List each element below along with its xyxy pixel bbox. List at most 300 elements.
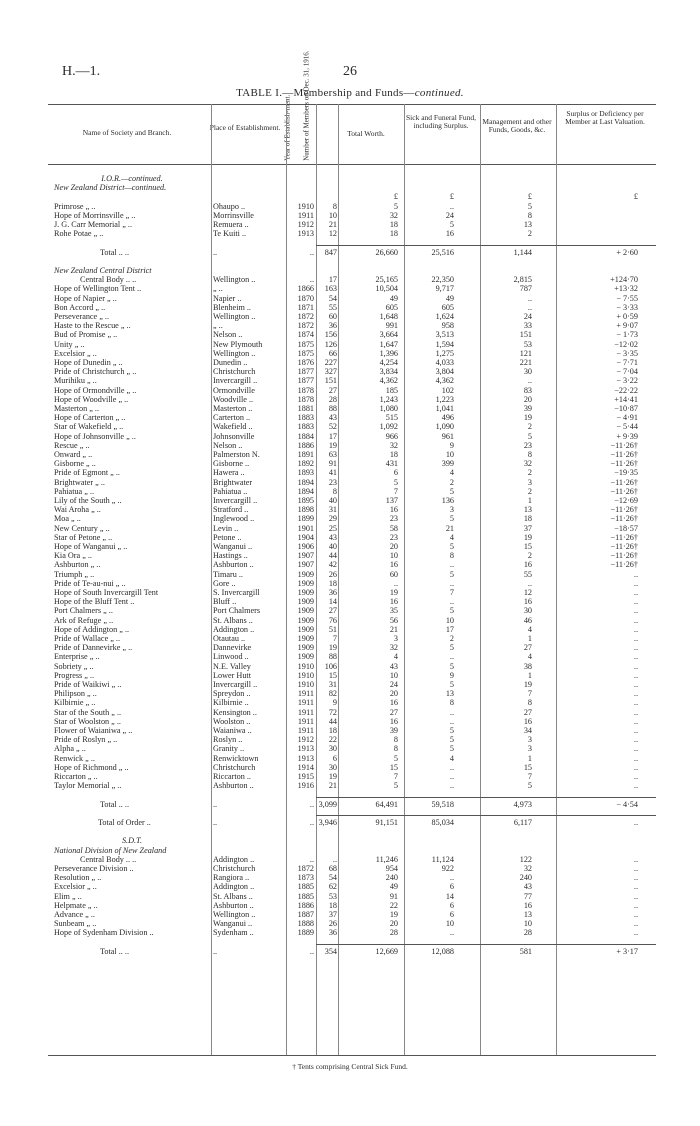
cell-members: 19 bbox=[328, 772, 337, 781]
cell-mgmt: 121 bbox=[519, 348, 532, 358]
cell-year: 1914 bbox=[297, 762, 314, 772]
cell-mgmt: .. bbox=[527, 302, 532, 312]
cell-mgmt: 12 bbox=[523, 588, 532, 597]
cell-place: Blenheim .. bbox=[213, 302, 251, 312]
cell-sick: 2 bbox=[449, 477, 454, 487]
cell-members: 18 bbox=[328, 578, 337, 588]
cell-members: 54 bbox=[328, 873, 337, 883]
cell-year: 1901 bbox=[297, 523, 314, 533]
cell-place: N.E. Valley bbox=[213, 661, 251, 671]
cell-name: S.D.T. bbox=[121, 836, 143, 846]
cell-surplus: .. bbox=[633, 661, 638, 671]
cell-name: Advance „ .. bbox=[54, 910, 95, 919]
cell-mgmt: 1 bbox=[527, 634, 532, 643]
cell-place: Sydenham .. bbox=[213, 928, 254, 938]
cell-worth: .. bbox=[393, 578, 398, 588]
cell-mgmt: 15 bbox=[523, 762, 532, 772]
cell-worth: 10,504 bbox=[375, 284, 398, 294]
cell-worth: 20 bbox=[389, 919, 398, 929]
cell-surplus: .. bbox=[633, 735, 638, 745]
cell-mgmt: .. bbox=[527, 376, 532, 386]
cell-mgmt: 151 bbox=[519, 330, 532, 340]
cell-surplus: + 2·60 bbox=[616, 247, 638, 257]
cell-place: St. Albans .. bbox=[213, 891, 253, 901]
cell-name: Taylor Memorial „ .. bbox=[54, 781, 122, 791]
cell-year: 1884 bbox=[297, 431, 314, 441]
cell-place: Addington .. bbox=[213, 882, 255, 892]
cell-worth: 1,092 bbox=[379, 422, 398, 432]
cell-mgmt: 6,117 bbox=[513, 818, 532, 827]
cell-year: 1872 bbox=[297, 312, 314, 321]
cell-members: 37 bbox=[328, 910, 337, 919]
cell-members: 18 bbox=[328, 900, 337, 910]
table-title bbox=[0, 87, 700, 99]
total-rule bbox=[316, 797, 656, 798]
cell-members: 62 bbox=[328, 882, 337, 892]
cell-worth: 954 bbox=[385, 864, 398, 873]
cell-mgmt: 8 bbox=[527, 698, 532, 708]
cell-members: 17 bbox=[328, 275, 337, 285]
cell-name: Resolution „ .. bbox=[54, 873, 102, 883]
col-header-sick: Sick and Funeral Fund, including Surplus. bbox=[406, 113, 476, 131]
cell-surplus: −11·26† bbox=[610, 450, 638, 459]
cell-place: Napier .. bbox=[213, 293, 242, 303]
cell-surplus: .. bbox=[633, 652, 638, 662]
cell-mgmt: 28 bbox=[523, 928, 532, 938]
cell-mgmt: 4,973 bbox=[513, 799, 532, 809]
cell-mgmt: 16 bbox=[523, 716, 532, 726]
cell-year: 1878 bbox=[297, 385, 314, 395]
cell-members: 6 bbox=[332, 753, 337, 763]
cell-year: 1870 bbox=[297, 293, 314, 303]
cell-worth: 4,254 bbox=[379, 358, 398, 367]
cell-name: Renwick „ .. bbox=[54, 753, 95, 763]
cell-sick: 9 bbox=[449, 670, 454, 680]
cell-surplus: .. bbox=[633, 569, 638, 579]
col-header-worth: Total Worth. bbox=[347, 129, 385, 138]
cell-surplus: .. bbox=[633, 726, 638, 735]
cell-mgmt: 13 bbox=[523, 220, 532, 229]
table-bottom-rule bbox=[48, 1055, 656, 1056]
cell-place: Ormondville bbox=[213, 385, 255, 395]
cell-place: Masterton .. bbox=[213, 404, 253, 413]
cell-mgmt: 4 bbox=[527, 652, 532, 662]
cell-place: „ .. bbox=[213, 321, 223, 331]
cell-members: 30 bbox=[328, 762, 337, 772]
cell-name: Philipson „ .. bbox=[54, 689, 97, 699]
cell-mgmt: 7 bbox=[527, 772, 532, 781]
cell-year: 1875 bbox=[297, 339, 314, 349]
cell-place: Addington .. bbox=[213, 854, 255, 864]
cell-mgmt: 1,144 bbox=[513, 247, 532, 257]
cell-surplus: −11·26† bbox=[610, 459, 638, 469]
cell-year: 1910 bbox=[297, 670, 314, 680]
cell-surplus: .. bbox=[633, 698, 638, 708]
cell-worth: 26,660 bbox=[375, 247, 398, 257]
cell-sick: .. bbox=[449, 652, 454, 662]
cell-surplus: −11·26† bbox=[610, 486, 638, 496]
cell-name: Murihiku „ .. bbox=[54, 376, 97, 386]
cell-sick: 24 bbox=[445, 210, 454, 220]
cell-sick: 7 bbox=[449, 588, 454, 597]
cell-surplus: .. bbox=[633, 615, 638, 625]
cell-worth: 16 bbox=[389, 560, 398, 570]
cell-sick: 5 bbox=[449, 726, 454, 735]
cell-name: Sobriety „ .. bbox=[54, 661, 94, 671]
cell-mgmt: 37 bbox=[523, 523, 532, 533]
cell-worth: 16 bbox=[389, 716, 398, 726]
cell-place: Riccarton .. bbox=[213, 772, 251, 781]
cell-place: Spreydon .. bbox=[213, 689, 251, 699]
cell-sick: .. bbox=[449, 772, 454, 781]
cell-members: 3,946 bbox=[318, 818, 337, 827]
cell-name: Hope of Wanganui „ .. bbox=[54, 542, 128, 551]
cell-name: Total of Order .. bbox=[98, 818, 151, 827]
cell-name: Port Chalmers „ .. bbox=[54, 606, 113, 616]
cell-surplus: − 3·35 bbox=[616, 348, 638, 358]
cell-worth: 25,165 bbox=[375, 275, 398, 285]
cell-year: 1909 bbox=[297, 624, 314, 634]
cell-sick: .. bbox=[449, 928, 454, 938]
cell-place: Port Chalmers bbox=[213, 606, 261, 616]
cell-surplus: .. bbox=[633, 680, 638, 689]
cell-mgmt: 3 bbox=[527, 735, 532, 745]
cell-mgmt: 3 bbox=[527, 744, 532, 754]
cell-name: Star of Petone „ .. bbox=[54, 532, 113, 542]
cell-surplus: + 3·17 bbox=[616, 946, 638, 956]
cell-sick: 1,041 bbox=[435, 404, 454, 413]
cell-place: Invercargill .. bbox=[213, 496, 258, 505]
cell-surplus: .. bbox=[633, 891, 638, 901]
cell-worth: 18 bbox=[389, 229, 398, 239]
page-number: 26 bbox=[343, 64, 357, 79]
cell-mgmt: 4 bbox=[527, 624, 532, 634]
cell-mgmt: 7 bbox=[527, 689, 532, 699]
cell-surplus: .. bbox=[633, 670, 638, 680]
cell-mgmt: 53 bbox=[523, 339, 532, 349]
cell-place: Palmerston N. bbox=[213, 450, 260, 459]
cell-members: 40 bbox=[328, 542, 337, 551]
cell-mgmt: 122 bbox=[519, 854, 532, 864]
cell-members: 227 bbox=[324, 358, 337, 367]
cell-year: 1911 bbox=[297, 689, 314, 699]
cell-worth: 515 bbox=[385, 413, 398, 423]
cell-members: 18 bbox=[328, 726, 337, 735]
header-ref: H.—1. bbox=[62, 64, 101, 79]
cell-name: Perseverance Division .. bbox=[54, 864, 134, 873]
cell-place: New Plymouth bbox=[213, 339, 263, 349]
cell-mgmt: 18 bbox=[523, 514, 532, 524]
cell-mgmt: 5 bbox=[527, 781, 532, 791]
cell-place: .. bbox=[213, 946, 218, 956]
cell-worth: 19 bbox=[389, 588, 398, 597]
cell-year: 1904 bbox=[297, 532, 314, 542]
cell-name: Hope of Wellington Tent .. bbox=[54, 284, 142, 294]
cell-name: Flower of Waianiwa „ .. bbox=[54, 726, 133, 735]
cell-members: 3,099 bbox=[318, 799, 337, 809]
cell-mgmt: 32 bbox=[523, 864, 532, 873]
cell-sick: .. bbox=[449, 597, 454, 607]
cell-worth: 1,647 bbox=[379, 339, 398, 349]
cell-surplus: −11·26† bbox=[610, 560, 638, 570]
cell-surplus: +13·32 bbox=[614, 284, 638, 294]
cell-surplus: − 7·55 bbox=[616, 293, 638, 303]
cell-members: 36 bbox=[328, 588, 337, 597]
cell-name: Pride of Wallace „ .. bbox=[54, 634, 121, 643]
cell-name: Pahiatua „ .. bbox=[54, 486, 95, 496]
cell-members: 44 bbox=[328, 551, 337, 561]
cell-place: Gisborne .. bbox=[213, 459, 250, 469]
cell-surplus: −11·26† bbox=[610, 551, 638, 561]
cell-name: Total .. .. bbox=[100, 247, 129, 257]
cell-name: Onward „ .. bbox=[54, 450, 93, 459]
cell-sick: 17 bbox=[445, 624, 454, 634]
cell-worth: 12,669 bbox=[375, 946, 398, 956]
cell-worth: £ bbox=[393, 192, 398, 202]
cell-year: 1895 bbox=[297, 496, 314, 505]
cell-worth: 5 bbox=[393, 201, 398, 211]
cell-mgmt: 19 bbox=[523, 413, 532, 423]
cell-sick: 496 bbox=[441, 413, 454, 423]
cell-sick: 4 bbox=[449, 753, 454, 763]
cell-year: .. bbox=[309, 946, 314, 956]
cell-worth: 1,243 bbox=[379, 394, 398, 404]
cell-place: Carterton .. bbox=[213, 413, 251, 423]
cell-surplus: .. bbox=[633, 753, 638, 763]
cell-worth: 24 bbox=[389, 680, 398, 689]
cell-surplus: − 3·33 bbox=[616, 302, 638, 312]
col-header-surplus: Surplus or Deficiency per Member at Last Valuation. bbox=[565, 109, 645, 127]
cell-members: 31 bbox=[328, 505, 337, 515]
cell-mgmt: 5 bbox=[527, 431, 532, 441]
cell-mgmt: 3 bbox=[527, 477, 532, 487]
cell-members: 43 bbox=[328, 413, 337, 423]
cell-year: 1909 bbox=[297, 569, 314, 579]
cell-sick: 958 bbox=[441, 321, 454, 331]
cell-mgmt: 2 bbox=[527, 468, 532, 478]
cell-name: Kia Ora „ .. bbox=[54, 551, 92, 561]
cell-surplus: .. bbox=[633, 762, 638, 772]
cell-worth: 1,396 bbox=[379, 348, 398, 358]
cell-year: 1909 bbox=[297, 634, 314, 643]
cell-sick: 5 bbox=[449, 606, 454, 616]
cell-sick: 5 bbox=[449, 643, 454, 653]
cell-worth: 56 bbox=[389, 615, 398, 625]
cell-worth: 7 bbox=[393, 772, 398, 781]
cell-place: Addington .. bbox=[213, 624, 255, 634]
cell-place: Christchurch bbox=[213, 762, 256, 772]
cell-name: Pride of Christchurch „ .. bbox=[54, 367, 137, 377]
cell-surplus: .. bbox=[633, 606, 638, 616]
cell-mgmt: 38 bbox=[523, 661, 532, 671]
cell-year: 1909 bbox=[297, 597, 314, 607]
cell-surplus: .. bbox=[633, 900, 638, 910]
cell-surplus: − 3·22 bbox=[616, 376, 638, 386]
cell-place: Nelson .. bbox=[213, 330, 243, 340]
cell-year: 1886 bbox=[297, 440, 314, 450]
cell-sick: .. bbox=[449, 578, 454, 588]
cell-sick: 1,223 bbox=[435, 394, 454, 404]
cell-mgmt: 19 bbox=[523, 680, 532, 689]
cell-year: .. bbox=[309, 247, 314, 257]
cell-sick: .. bbox=[449, 781, 454, 791]
cell-surplus: −11·26† bbox=[610, 440, 638, 450]
cell-place: Remuera .. bbox=[213, 220, 249, 229]
cell-sick: 6 bbox=[449, 882, 454, 892]
cell-worth: 5 bbox=[393, 753, 398, 763]
cell-surplus: −22·22 bbox=[614, 385, 638, 395]
cell-mgmt: 43 bbox=[523, 882, 532, 892]
cell-members: 41 bbox=[328, 468, 337, 478]
cell-sick: 10 bbox=[445, 919, 454, 929]
cell-mgmt: 16 bbox=[523, 597, 532, 607]
cell-members: 156 bbox=[324, 330, 337, 340]
cell-members: 9 bbox=[332, 698, 337, 708]
cell-year: 1909 bbox=[297, 652, 314, 662]
cell-worth: 10 bbox=[389, 670, 398, 680]
cell-worth: 20 bbox=[389, 689, 398, 699]
cell-sick: 6 bbox=[449, 900, 454, 910]
cell-name: Pride of Dannevirke „ .. bbox=[54, 643, 133, 653]
cell-year: 1909 bbox=[297, 615, 314, 625]
cell-name: Hope of Johnsonville „ .. bbox=[54, 431, 136, 441]
cell-sick: 5 bbox=[449, 661, 454, 671]
cell-sick: 1,624 bbox=[435, 312, 454, 321]
cell-surplus: −19·35 bbox=[614, 468, 638, 478]
cell-members: 44 bbox=[328, 716, 337, 726]
cell-year: 1909 bbox=[297, 606, 314, 616]
cell-worth: 49 bbox=[389, 882, 398, 892]
cell-surplus: .. bbox=[633, 744, 638, 754]
cell-surplus: − 7·04 bbox=[616, 367, 638, 377]
cell-members: 91 bbox=[328, 459, 337, 469]
cell-members: 23 bbox=[328, 477, 337, 487]
cell-year: 1906 bbox=[297, 542, 314, 551]
cell-members: 21 bbox=[328, 220, 337, 229]
cell-mgmt: 13 bbox=[523, 505, 532, 515]
cell-mgmt: 8 bbox=[527, 450, 532, 459]
cell-name: Bud of Promise „ .. bbox=[54, 330, 118, 340]
cell-mgmt: 23 bbox=[523, 440, 532, 450]
cell-sick: 4 bbox=[449, 532, 454, 542]
cell-mgmt: 1 bbox=[527, 753, 532, 763]
cell-members: 25 bbox=[328, 523, 337, 533]
cell-mgmt: .. bbox=[527, 578, 532, 588]
cell-place: Rangiora .. bbox=[213, 873, 250, 883]
cell-place: Renwicktown bbox=[213, 753, 259, 763]
cell-name: Hope of Addington „ .. bbox=[54, 624, 130, 634]
cell-name: Star of Wakefield „ .. bbox=[54, 422, 124, 432]
total-rule bbox=[316, 815, 656, 816]
cell-members: 54 bbox=[328, 293, 337, 303]
cell-year: 1866 bbox=[297, 284, 314, 294]
cell-place: Wellington .. bbox=[213, 348, 256, 358]
cell-surplus: .. bbox=[633, 818, 638, 827]
cell-mgmt: 24 bbox=[523, 312, 532, 321]
cell-surplus: −12·02 bbox=[614, 339, 638, 349]
cell-sick: 9 bbox=[449, 440, 454, 450]
cell-place: Wellington .. bbox=[213, 910, 256, 919]
cell-members: 72 bbox=[328, 707, 337, 717]
cell-year: 1899 bbox=[297, 514, 314, 524]
cell-mgmt: 2 bbox=[527, 486, 532, 496]
cell-surplus: −10·87 bbox=[614, 404, 638, 413]
cell-year: 1911 bbox=[297, 726, 314, 735]
cell-sick: 4,362 bbox=[435, 376, 454, 386]
cell-name: Hope of Ormondville „ .. bbox=[54, 385, 137, 395]
cell-name: Alpha „ .. bbox=[54, 744, 86, 754]
cell-mgmt: 10 bbox=[523, 919, 532, 929]
cell-sick: 5 bbox=[449, 542, 454, 551]
cell-place: Te Kuiti .. bbox=[213, 229, 247, 239]
cell-name: Elim „ .. bbox=[54, 891, 82, 901]
cell-worth: 8 bbox=[393, 735, 398, 745]
cell-name: Ashburton „ .. bbox=[54, 560, 101, 570]
cell-place: Timaru .. bbox=[213, 569, 243, 579]
cell-members: 88 bbox=[328, 404, 337, 413]
cell-mgmt: 27 bbox=[523, 643, 532, 653]
cell-name: Masterton „ .. bbox=[54, 404, 100, 413]
cell-members: 53 bbox=[328, 891, 337, 901]
cell-sick: 5 bbox=[449, 569, 454, 579]
column-divider bbox=[338, 104, 339, 1056]
cell-surplus: .. bbox=[633, 864, 638, 873]
table-title-main: TABLE I.—Membership and Funds— bbox=[236, 87, 415, 99]
cell-place: Gore .. bbox=[213, 578, 236, 588]
cell-name: Wai Aroha „ .. bbox=[54, 505, 101, 515]
cell-members: 66 bbox=[328, 348, 337, 358]
cell-sick: 13 bbox=[445, 689, 454, 699]
cell-worth: 35 bbox=[389, 606, 398, 616]
total-rule bbox=[316, 245, 656, 246]
cell-place: Levin .. bbox=[213, 523, 239, 533]
cell-sick: 4 bbox=[449, 468, 454, 478]
cell-place: Ashburton .. bbox=[213, 560, 254, 570]
cell-members: 19 bbox=[328, 440, 337, 450]
cell-members: 163 bbox=[324, 284, 337, 294]
cell-surplus: .. bbox=[633, 689, 638, 699]
cell-mgmt: 20 bbox=[523, 394, 532, 404]
cell-members: 82 bbox=[328, 689, 337, 699]
cell-year: 1911 bbox=[297, 707, 314, 717]
cell-sick: .. bbox=[449, 560, 454, 570]
cell-members: 27 bbox=[328, 606, 337, 616]
cell-name: Star of Woolston „ .. bbox=[54, 716, 121, 726]
cell-members: 17 bbox=[328, 431, 337, 441]
cell-year: 1911 bbox=[297, 210, 314, 220]
cell-sick: 5 bbox=[449, 514, 454, 524]
cell-mgmt: 5 bbox=[527, 201, 532, 211]
cell-sick: 3 bbox=[449, 505, 454, 515]
cell-sick: 14 bbox=[445, 891, 454, 901]
cell-mgmt: .. bbox=[527, 293, 532, 303]
cell-surplus: +124·70 bbox=[610, 275, 638, 285]
cell-place: Pahiatua .. bbox=[213, 486, 248, 496]
cell-members: 55 bbox=[328, 302, 337, 312]
cell-sick: 5 bbox=[449, 680, 454, 689]
cell-name: Star of the South „ .. bbox=[54, 707, 122, 717]
cell-name: Bon Accord „ .. bbox=[54, 302, 106, 312]
cell-year: 1915 bbox=[297, 772, 314, 781]
cell-name: Rohe Potae „ .. bbox=[54, 229, 104, 239]
cell-worth: 91 bbox=[389, 891, 398, 901]
cell-worth: 64,491 bbox=[375, 799, 398, 809]
cell-place: Ashburton .. bbox=[213, 781, 254, 791]
cell-worth: 3,664 bbox=[379, 330, 398, 340]
cell-sick: 16 bbox=[445, 229, 454, 239]
cell-surplus: .. bbox=[633, 643, 638, 653]
cell-place: Roslyn .. bbox=[213, 735, 243, 745]
